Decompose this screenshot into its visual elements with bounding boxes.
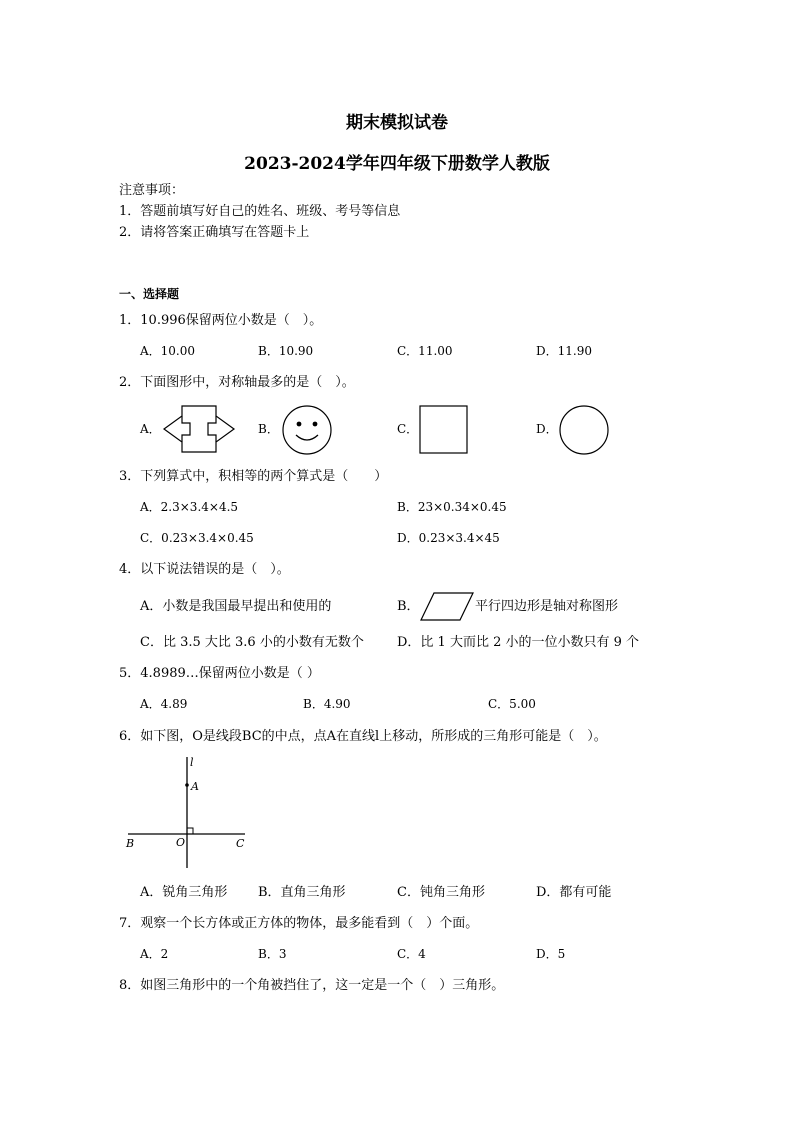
option-c[interactable]: C．4 (397, 947, 426, 961)
label-o: O (176, 836, 186, 849)
parallelogram-icon (420, 592, 474, 622)
option-b[interactable]: B．10.90 (258, 344, 314, 358)
question-stem: 4．以下说法错误的是（ ）。 (119, 562, 290, 577)
option-a[interactable]: A．锐角三角形 (140, 885, 228, 900)
section-title: 一、选择题 (119, 287, 180, 301)
question-stem: 5．4.8989…保留两位小数是（ ） (119, 666, 320, 681)
question-stem: 1．10.996保留两位小数是（ ）。 (119, 313, 323, 328)
notice-item: 2．请将答案正确填写在答题卡上 (119, 225, 310, 240)
option-a[interactable]: A．4.89 (140, 697, 188, 711)
option-a[interactable]: A． (140, 422, 161, 436)
question-stem: 6．如下图，O是线段BC的中点，点A在直线l上移动，所形成的三角形可能是（ ）。 (119, 729, 607, 744)
label-l: l (190, 756, 194, 769)
label-a: A (191, 780, 199, 793)
option-d[interactable]: D．比 1 大而比 2 小的一位小数只有 9 个 (397, 635, 640, 650)
option-c[interactable]: C． (397, 422, 419, 436)
square-icon (419, 405, 469, 455)
label-c: C (236, 837, 245, 850)
option-d[interactable]: D． (536, 422, 558, 436)
option-a[interactable]: A．2 (140, 947, 169, 961)
option-c[interactable]: C．11.00 (397, 344, 453, 358)
option-b[interactable]: B． (258, 422, 279, 436)
option-c[interactable]: C．比 3.5 大比 3.6 小的小数有无数个 (140, 635, 364, 650)
option-b[interactable]: B．23×0.34×0.45 (397, 500, 507, 514)
option-c[interactable]: C．钝角三角形 (397, 885, 485, 900)
page-title: 期末模拟试卷 (346, 113, 448, 133)
option-b-text: 平行四边形是轴对称图形 (475, 599, 619, 614)
double-arrow-cross-icon (162, 404, 236, 454)
geometry-figure (120, 755, 255, 875)
option-b[interactable]: B． (397, 599, 420, 614)
question-stem: 2．下面图形中，对称轴最多的是（ ）。 (119, 375, 355, 390)
option-d[interactable]: D．11.90 (536, 344, 592, 358)
question-stem: 7．观察一个长方体或正方体的物体，最多能看到（ ）个面。 (119, 916, 479, 931)
option-a[interactable]: A．10.00 (140, 344, 196, 358)
option-a[interactable]: A．2.3×3.4×4.5 (140, 500, 239, 514)
option-b[interactable]: B．直角三角形 (258, 885, 346, 900)
option-b[interactable]: B．3 (258, 947, 287, 961)
question-stem: 8．如图三角形中的一个角被挡住了，这一定是一个（ ）三角形。 (119, 978, 505, 993)
circle-icon (559, 405, 609, 455)
notice-item: 1．答题前填写好自己的姓名、班级、考号等信息 (119, 204, 401, 219)
option-d[interactable]: D．5 (536, 947, 566, 961)
option-c[interactable]: C．5.00 (488, 697, 536, 711)
smiley-face-icon (281, 404, 333, 456)
page-subtitle: 2023-2024学年四年级下册数学人教版 (244, 154, 550, 174)
option-c[interactable]: C．0.23×3.4×0.45 (140, 531, 254, 545)
question-stem: 3．下列算式中，积相等的两个算式是（ ） (119, 469, 388, 484)
option-a[interactable]: A．小数是我国最早提出和使用的 (140, 599, 332, 614)
option-d[interactable]: D．都有可能 (536, 885, 612, 900)
option-b[interactable]: B．4.90 (303, 697, 351, 711)
label-b: B (126, 837, 135, 850)
option-d[interactable]: D．0.23×3.4×45 (397, 531, 500, 545)
notice-heading: 注意事项： (119, 183, 185, 198)
